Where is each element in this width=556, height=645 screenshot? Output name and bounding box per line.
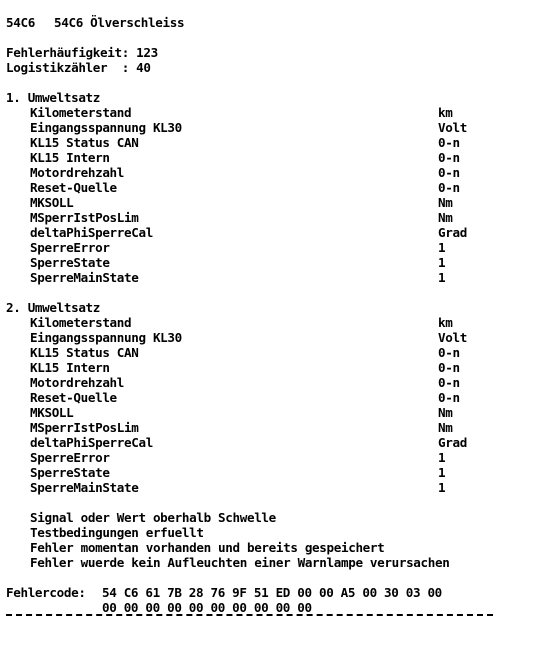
env2-title-text: 2. Umweltsatz — [6, 300, 101, 315]
env1-row — [0, 255, 446, 270]
env1-row — [0, 135, 460, 150]
row-unit: 1 — [438, 465, 446, 480]
env2-row — [0, 435, 467, 450]
row-unit: km — [438, 315, 453, 330]
row-label: Eingangsspannung KL30 — [30, 120, 182, 135]
row-unit: km — [438, 105, 453, 120]
env1-row — [0, 195, 453, 210]
fault-code-label: Fehlercode: — [6, 585, 86, 600]
status-note — [0, 525, 204, 540]
row-label: MSperrIstPosLim — [30, 210, 139, 225]
row-unit: 0-n — [438, 390, 460, 405]
row-unit: 0-n — [438, 360, 460, 375]
row-unit: Nm — [438, 405, 453, 420]
row-unit: 0-n — [438, 150, 460, 165]
row-unit: 0-n — [438, 135, 460, 150]
row-unit: 0-n — [438, 345, 460, 360]
status-note-text: Testbedingungen erfuellt — [30, 525, 204, 540]
row-label: Kilometerstand — [30, 315, 132, 330]
fault-title: 54C6 Ölverschleiss — [54, 15, 185, 30]
row-unit: 0-n — [438, 375, 460, 390]
env2-row — [0, 315, 453, 330]
separator-rule — [6, 614, 493, 616]
row-unit: 1 — [438, 240, 446, 255]
fault-code-short: 54C6 — [6, 15, 35, 30]
row-label: deltaPhiSperreCal — [30, 225, 153, 240]
env1-row — [0, 240, 446, 255]
env1-row — [0, 120, 467, 135]
env2-title — [0, 300, 101, 315]
row-unit: Nm — [438, 195, 453, 210]
row-label: Motordrehzahl — [30, 375, 125, 390]
row-unit: Volt — [438, 120, 467, 135]
row-label: SperreMainState — [30, 270, 139, 285]
row-unit: Nm — [438, 210, 453, 225]
env2-row — [0, 480, 446, 495]
env2-row — [0, 345, 460, 360]
env1-row — [0, 270, 446, 285]
row-label: SperreMainState — [30, 480, 139, 495]
env2-row — [0, 360, 460, 375]
row-label: Kilometerstand — [30, 105, 132, 120]
fault-frequency-text: Fehlerhäufigkeit: 123 — [6, 45, 158, 60]
row-label: SperreState — [30, 465, 110, 480]
env1-row — [0, 210, 453, 225]
row-unit: 1 — [438, 255, 446, 270]
env1-row — [0, 165, 460, 180]
row-label: KL15 Intern — [30, 150, 110, 165]
row-unit: 1 — [438, 480, 446, 495]
env2-row — [0, 420, 453, 435]
status-note — [0, 555, 450, 570]
fault-code-line — [0, 585, 442, 600]
fault-code-bytes: 00 00 00 00 00 00 00 00 00 00 — [102, 600, 312, 615]
fault-code-line — [0, 600, 312, 615]
row-unit: Grad — [438, 225, 467, 240]
row-label: Eingangsspannung KL30 — [30, 330, 182, 345]
env1-title-text: 1. Umweltsatz — [6, 90, 101, 105]
row-label: Reset-Quelle — [30, 390, 117, 405]
env2-row — [0, 405, 453, 420]
row-label: Motordrehzahl — [30, 165, 125, 180]
row-unit: 1 — [438, 450, 446, 465]
status-note-text: Fehler wuerde kein Aufleuchten einer Warnlampe verursachen — [30, 555, 450, 570]
env2-row — [0, 390, 460, 405]
row-label: KL15 Intern — [30, 360, 110, 375]
row-label: MSperrIstPosLim — [30, 420, 139, 435]
row-label: SperreState — [30, 255, 110, 270]
logistics-counter — [0, 60, 151, 75]
row-label: SperreError — [30, 450, 110, 465]
env2-row — [0, 375, 460, 390]
row-unit: Nm — [438, 420, 453, 435]
env2-row — [0, 465, 446, 480]
env1-title — [0, 90, 101, 105]
status-note — [0, 540, 385, 555]
row-unit: 1 — [438, 270, 446, 285]
row-label: deltaPhiSperreCal — [30, 435, 153, 450]
row-label: Reset-Quelle — [30, 180, 117, 195]
status-note — [0, 510, 276, 525]
fault-code-bytes: 54 C6 61 7B 28 76 9F 51 ED 00 00 A5 00 30 03 00 — [102, 585, 442, 600]
env1-row — [0, 180, 460, 195]
row-unit: 0-n — [438, 180, 460, 195]
env1-row — [0, 225, 467, 240]
row-label: KL15 Status CAN — [30, 135, 139, 150]
env2-row — [0, 450, 446, 465]
status-note-text: Fehler momentan vorhanden und bereits gespeichert — [30, 540, 385, 555]
env2-row — [0, 330, 467, 345]
logistics-counter-text: Logistikzähler : 40 — [6, 60, 151, 75]
row-label: KL15 Status CAN — [30, 345, 139, 360]
row-label: SperreError — [30, 240, 110, 255]
env1-row — [0, 105, 453, 120]
row-label: MKSOLL — [30, 405, 74, 420]
env1-row — [0, 150, 460, 165]
status-note-text: Signal oder Wert oberhalb Schwelle — [30, 510, 276, 525]
row-unit: 0-n — [438, 165, 460, 180]
row-unit: Grad — [438, 435, 467, 450]
fault-frequency — [0, 45, 158, 60]
fault-header — [0, 15, 185, 30]
row-unit: Volt — [438, 330, 467, 345]
row-label: MKSOLL — [30, 195, 74, 210]
